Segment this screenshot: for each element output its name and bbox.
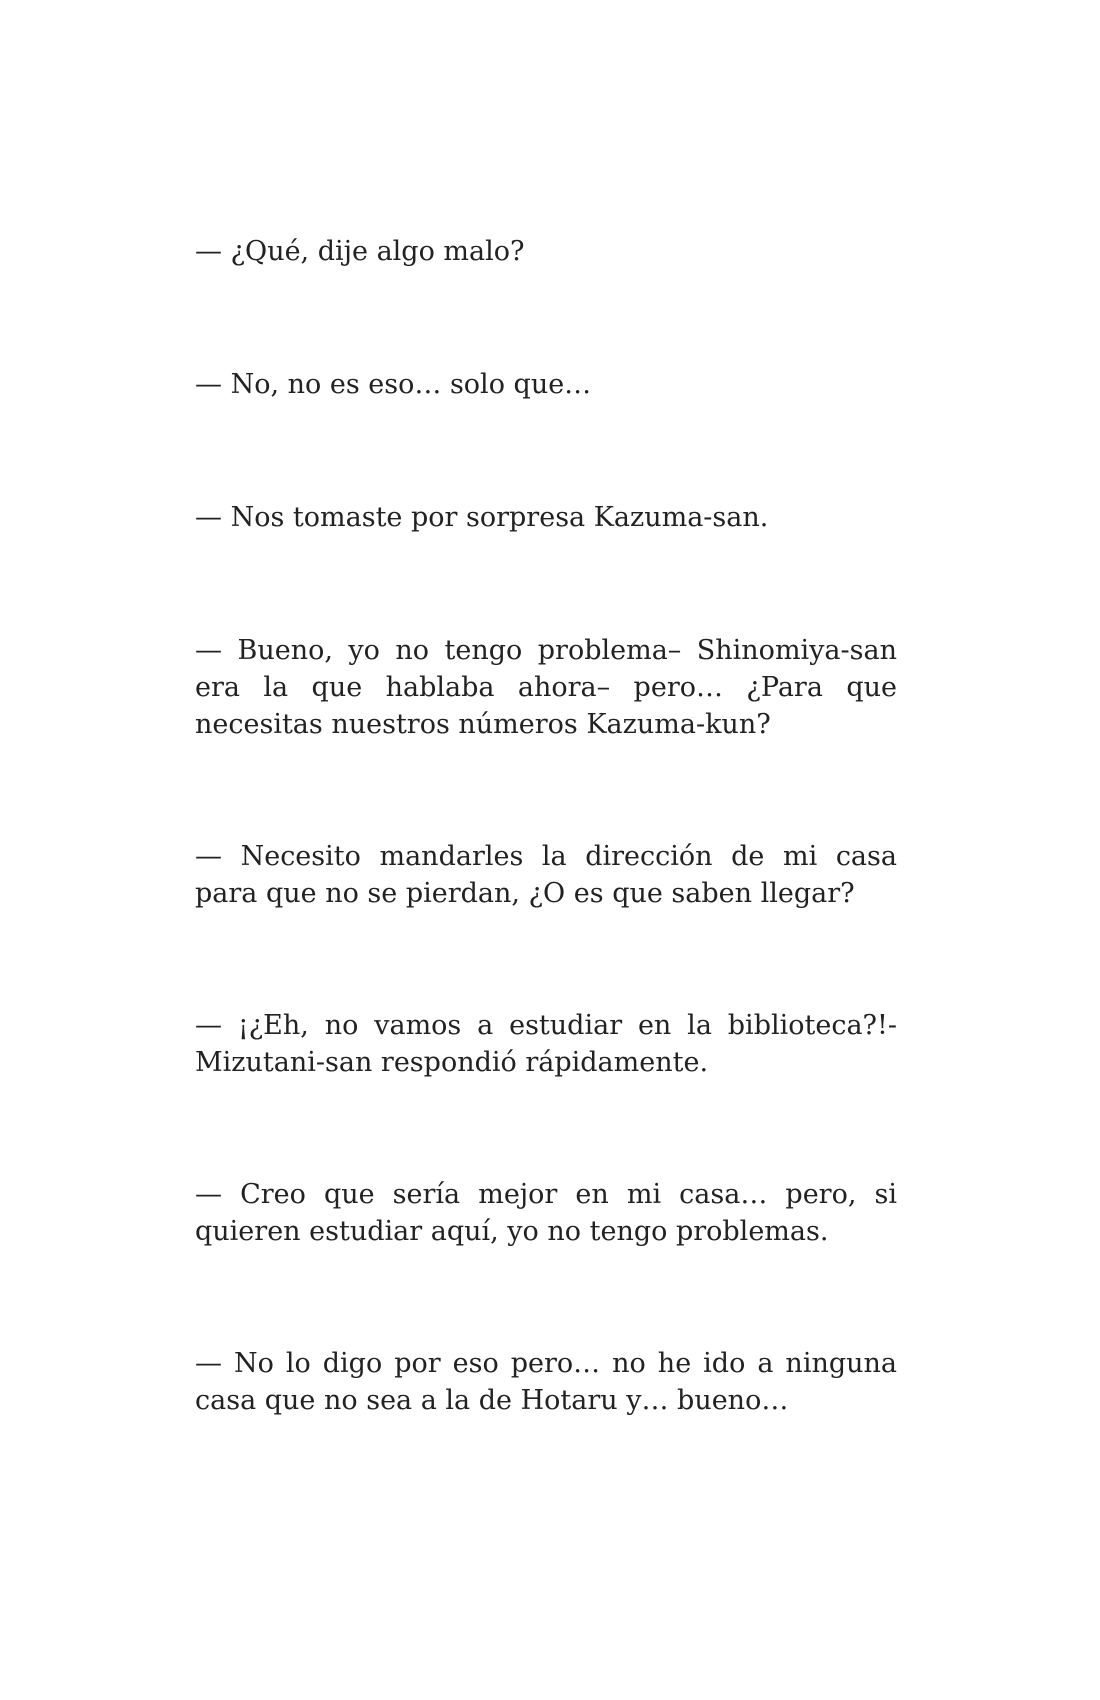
dialogue-paragraph-2: — No, no es eso… solo que… [195,369,592,400]
dialogue-paragraph-6: — ¡¿Eh, no vamos a estudiar en la biblioteca?!- Mizutani-san respondió rápidamente. [195,1010,897,1078]
dialogue-paragraph-5: — Necesito mandarles la dirección de mi casa para que no se pierdan, ¿O es que saben llegar? [195,841,897,909]
dialogue-paragraph-3: — Nos tomaste por sorpresa Kazuma-san. [195,502,769,533]
dialogue-paragraph-7: — Creo que sería mejor en mi casa… pero, si quieren estudiar aquí, yo no tengo problemas. [195,1179,897,1247]
dialogue-paragraph-4: — Bueno, yo no tengo problema– Shinomiya-san era la que hablaba ahora– pero… ¿Para que necesitas nuestros números Kazuma-kun? [195,635,897,740]
dialogue-paragraph-8: — No lo digo por eso pero… no he ido a ninguna casa que no sea a la de Hotaru y… bueno… [195,1348,897,1416]
dialogue-paragraph-1: — ¿Qué, dije algo malo? [195,236,525,267]
